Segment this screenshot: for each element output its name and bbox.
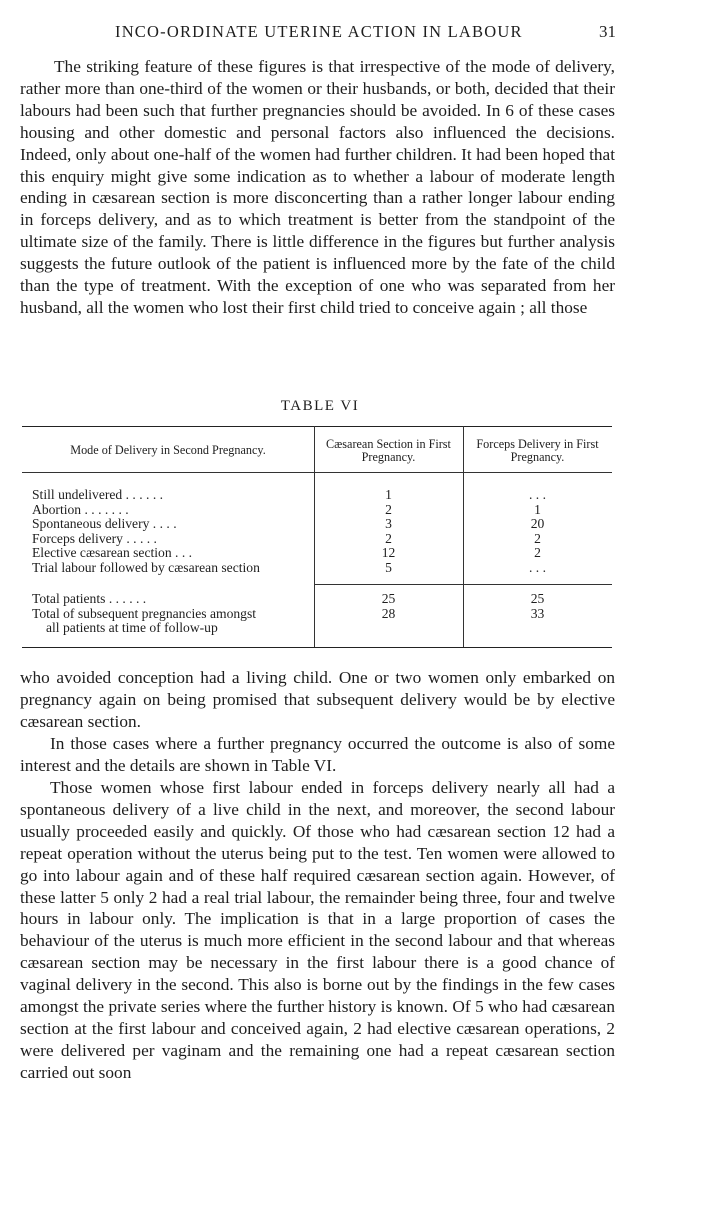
paragraph-3: In those cases where a further pregnancy occurred the outcome is also of some interest and the details are shown in Table VI. <box>20 734 615 775</box>
caesarean-value: 1 <box>385 487 392 502</box>
forceps-value: . . . <box>529 487 546 502</box>
table-title: TABLE VI <box>280 398 360 414</box>
forceps-value: . . . <box>529 559 546 575</box>
forceps-total: 25 <box>530 591 545 606</box>
paragraph-1: The striking feature of these figures is that irrespective of the mode of delivery, rather more than one-third of the women or their husbands, or both, decided that their labours had been such that further pregnancies should be avoided. In 6 of these cases housing and other domestic and personal factors also influenced the decisions. Indeed, only about one-half of the women had further children. It had been hoped that this enquiry might give some indication as to whether a labour of moderate length ending in cæsarean section is more disconcerting than a rather longer labour ending in forceps delivery, and as to which treatment is better from the standpoint of the ultimate size of the family. There is little difference in the figures but further analysis suggests the future outlook of the patient is influenced more by the fate of the child than the type of treatment. With the exception of one who was separated from her husband, all the women who lost their first child tried to conceive again ; all those <box>20 57 615 317</box>
forceps-value: 20 <box>530 516 545 532</box>
row-label: Forceps delivery . . . . . <box>32 530 157 546</box>
forceps-value: 2 <box>534 545 541 561</box>
table-row <box>22 532 612 547</box>
caesarean-value: 2 <box>385 501 392 517</box>
forceps-value: 2 <box>534 530 541 546</box>
paragraph-4: Those women whose first labour ended in forceps delivery nearly all had a spontaneous delivery of a live child in the next, and moreover, the second labour usually proceeded easily and quickly. Of those who had cæsarean section 12 had a repeat operation without the uterus being put to the test. Ten women were allowed to go into labour again and of these half required cæsarean section again. However, of these latter 5 only 2 had a real trial labour, the remainder being three, four and twelve hours in labour only. The implication is that in a large proportion of cases the behaviour of the uterus is much more efficient in the second labour and that whereas cæsarean section may be necessary in the first labour there is a good chance of vaginal delivery in the second. This also is borne out by the findings in the few cases amongst the private series where the further history is known. Of 5 who had cæsarean section at the first labour and conceived again, 2 had elective cæsarean operations, 2 were delivered per vaginam and the remaining one had a repeat cæsarean section carried out soon <box>20 778 615 1082</box>
table-totals <box>22 592 612 636</box>
totals-row <box>22 607 612 636</box>
totals-label-continuation: all patients at time of follow-up <box>46 620 218 636</box>
caesarean-total: 28 <box>381 605 396 621</box>
table-top-rule <box>22 426 612 427</box>
totals-label: Total patients . . . . . . <box>32 591 147 606</box>
caesarean-value: 3 <box>385 516 392 532</box>
header-mode: Mode of Delivery in Second Pregnancy. <box>70 443 266 457</box>
table-bottom-rule <box>22 647 612 648</box>
header-forceps: Forceps Delivery in First Pregnancy. <box>476 437 599 464</box>
table-row <box>22 561 612 576</box>
row-label: Abortion . . . . . . . <box>32 501 129 517</box>
forceps-total: 33 <box>530 605 545 621</box>
row-label: Trial labour followed by cæsarean section <box>32 559 260 575</box>
totals-label <box>32 607 312 636</box>
table-header-rule <box>22 472 612 473</box>
caesarean-value: 5 <box>385 559 392 575</box>
totals-row <box>22 592 612 607</box>
running-title: INCO-ORDINATE UTERINE ACTION IN LABOUR <box>115 22 523 41</box>
row-label: Elective cæsarean section . . . <box>32 545 193 561</box>
table-row <box>22 546 612 561</box>
table-body <box>22 488 612 576</box>
paragraph-2: who avoided conception had a living child. One or two women only embarked on pregnancy again on being promised that subsequent delivery would be by elective cæsarean section. <box>20 668 615 731</box>
table-vi <box>22 426 612 648</box>
table-row <box>22 503 612 518</box>
table-row <box>22 488 612 503</box>
row-label: Spontaneous delivery . . . . <box>32 516 177 532</box>
caesarean-total: 25 <box>381 591 396 606</box>
forceps-value: 1 <box>534 501 541 517</box>
header-caesarean: Cæsarean Section in First Pregnancy. <box>326 437 451 464</box>
table-row <box>22 517 612 532</box>
page-number: 31 <box>599 22 616 41</box>
totals-label-line: Total of subsequent pregnancies amongst <box>32 605 257 621</box>
row-label: Still undelivered . . . . . . <box>32 487 164 502</box>
caesarean-value: 12 <box>381 545 396 561</box>
caesarean-value: 2 <box>385 530 392 546</box>
running-header <box>0 20 708 46</box>
